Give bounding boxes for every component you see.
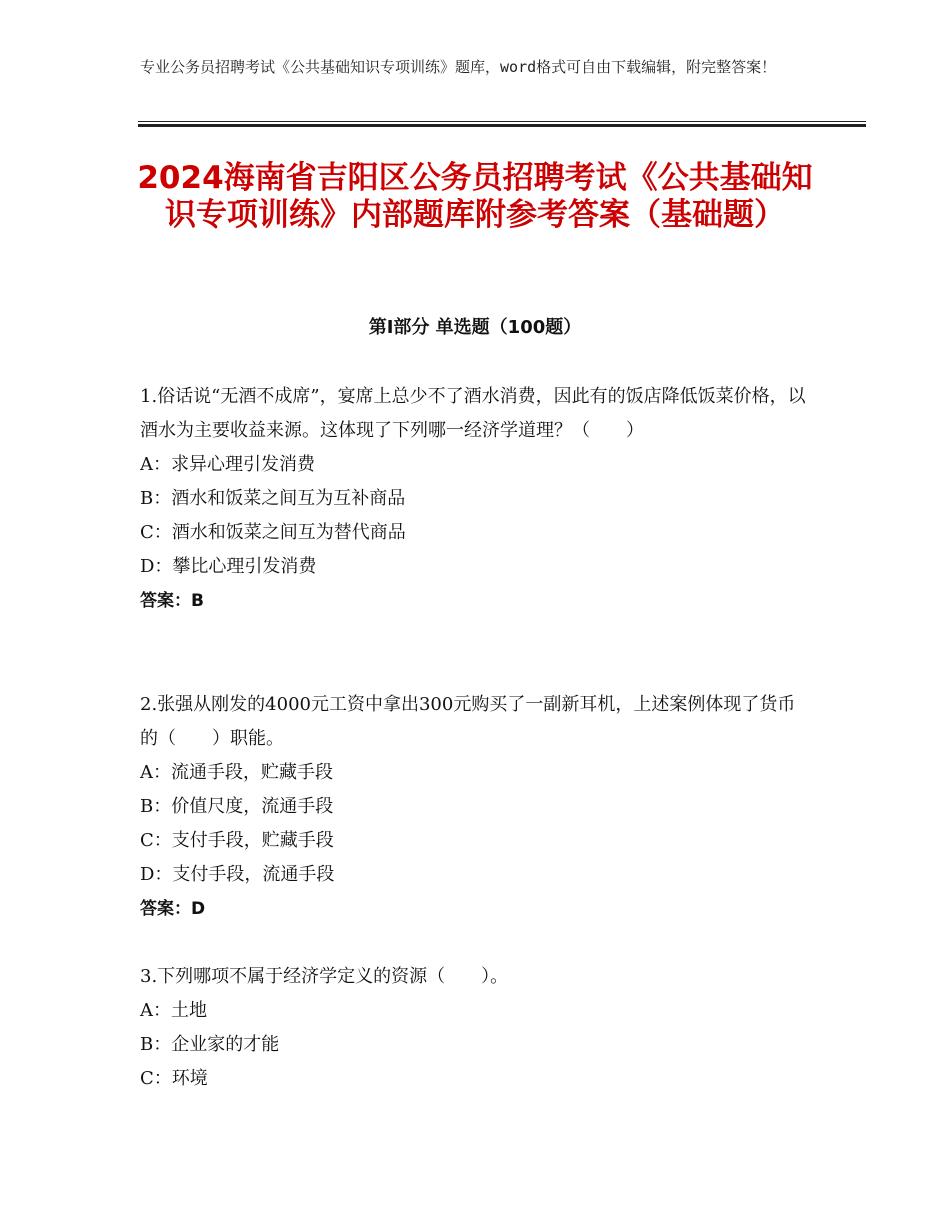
- question-2: [140, 688, 810, 926]
- header-divider-thin: [138, 121, 866, 122]
- answer: 答案：B: [140, 591, 204, 611]
- question-stem: 1.俗话说“无酒不成席”，宴席上总少不了酒水消费，因此有的饭店降低饭菜价格，以酒水为主要收益来源。这体现了下列哪一经济学道理？（ ）: [140, 386, 806, 441]
- option-a: A：土地: [140, 1000, 207, 1021]
- option-b: B：企业家的才能: [140, 1034, 280, 1055]
- question-stem: 2.张强从刚发的4000元工资中拿出300元购买了一副新耳机，上述案例体现了货币的（ ）职能。: [140, 694, 796, 749]
- option-d: D：支付手段，流通手段: [140, 864, 335, 885]
- header-note: 专业公务员招聘考试《公共基础知识专项训练》题库，word格式可自由下载编辑，附完整答案！: [140, 58, 777, 76]
- option-a: A：流通手段，贮藏手段: [140, 762, 333, 783]
- question-1: [140, 380, 810, 618]
- option-d: D：攀比心理引发消费: [140, 556, 317, 577]
- option-b: B：酒水和饭菜之间互为互补商品: [140, 488, 406, 509]
- document-title: 2024海南省吉阳区公务员招聘考试《公共基础知识专项训练》内部题库附参考答案（基础题）: [137, 160, 813, 233]
- option-c: C：支付手段，贮藏手段: [140, 830, 334, 851]
- section-title: 第Ⅰ部分 单选题（100题）: [368, 317, 582, 338]
- option-b: B：价值尺度，流通手段: [140, 796, 334, 817]
- option-c: C：环境: [140, 1068, 208, 1089]
- option-a: A：求异心理引发消费: [140, 454, 315, 475]
- question-3: [140, 960, 810, 1096]
- header-divider-thick: [138, 124, 866, 127]
- question-stem: 3.下列哪项不属于经济学定义的资源（ ）。: [140, 966, 509, 987]
- answer: 答案：D: [140, 899, 206, 919]
- option-c: C：酒水和饭菜之间互为替代商品: [140, 522, 406, 543]
